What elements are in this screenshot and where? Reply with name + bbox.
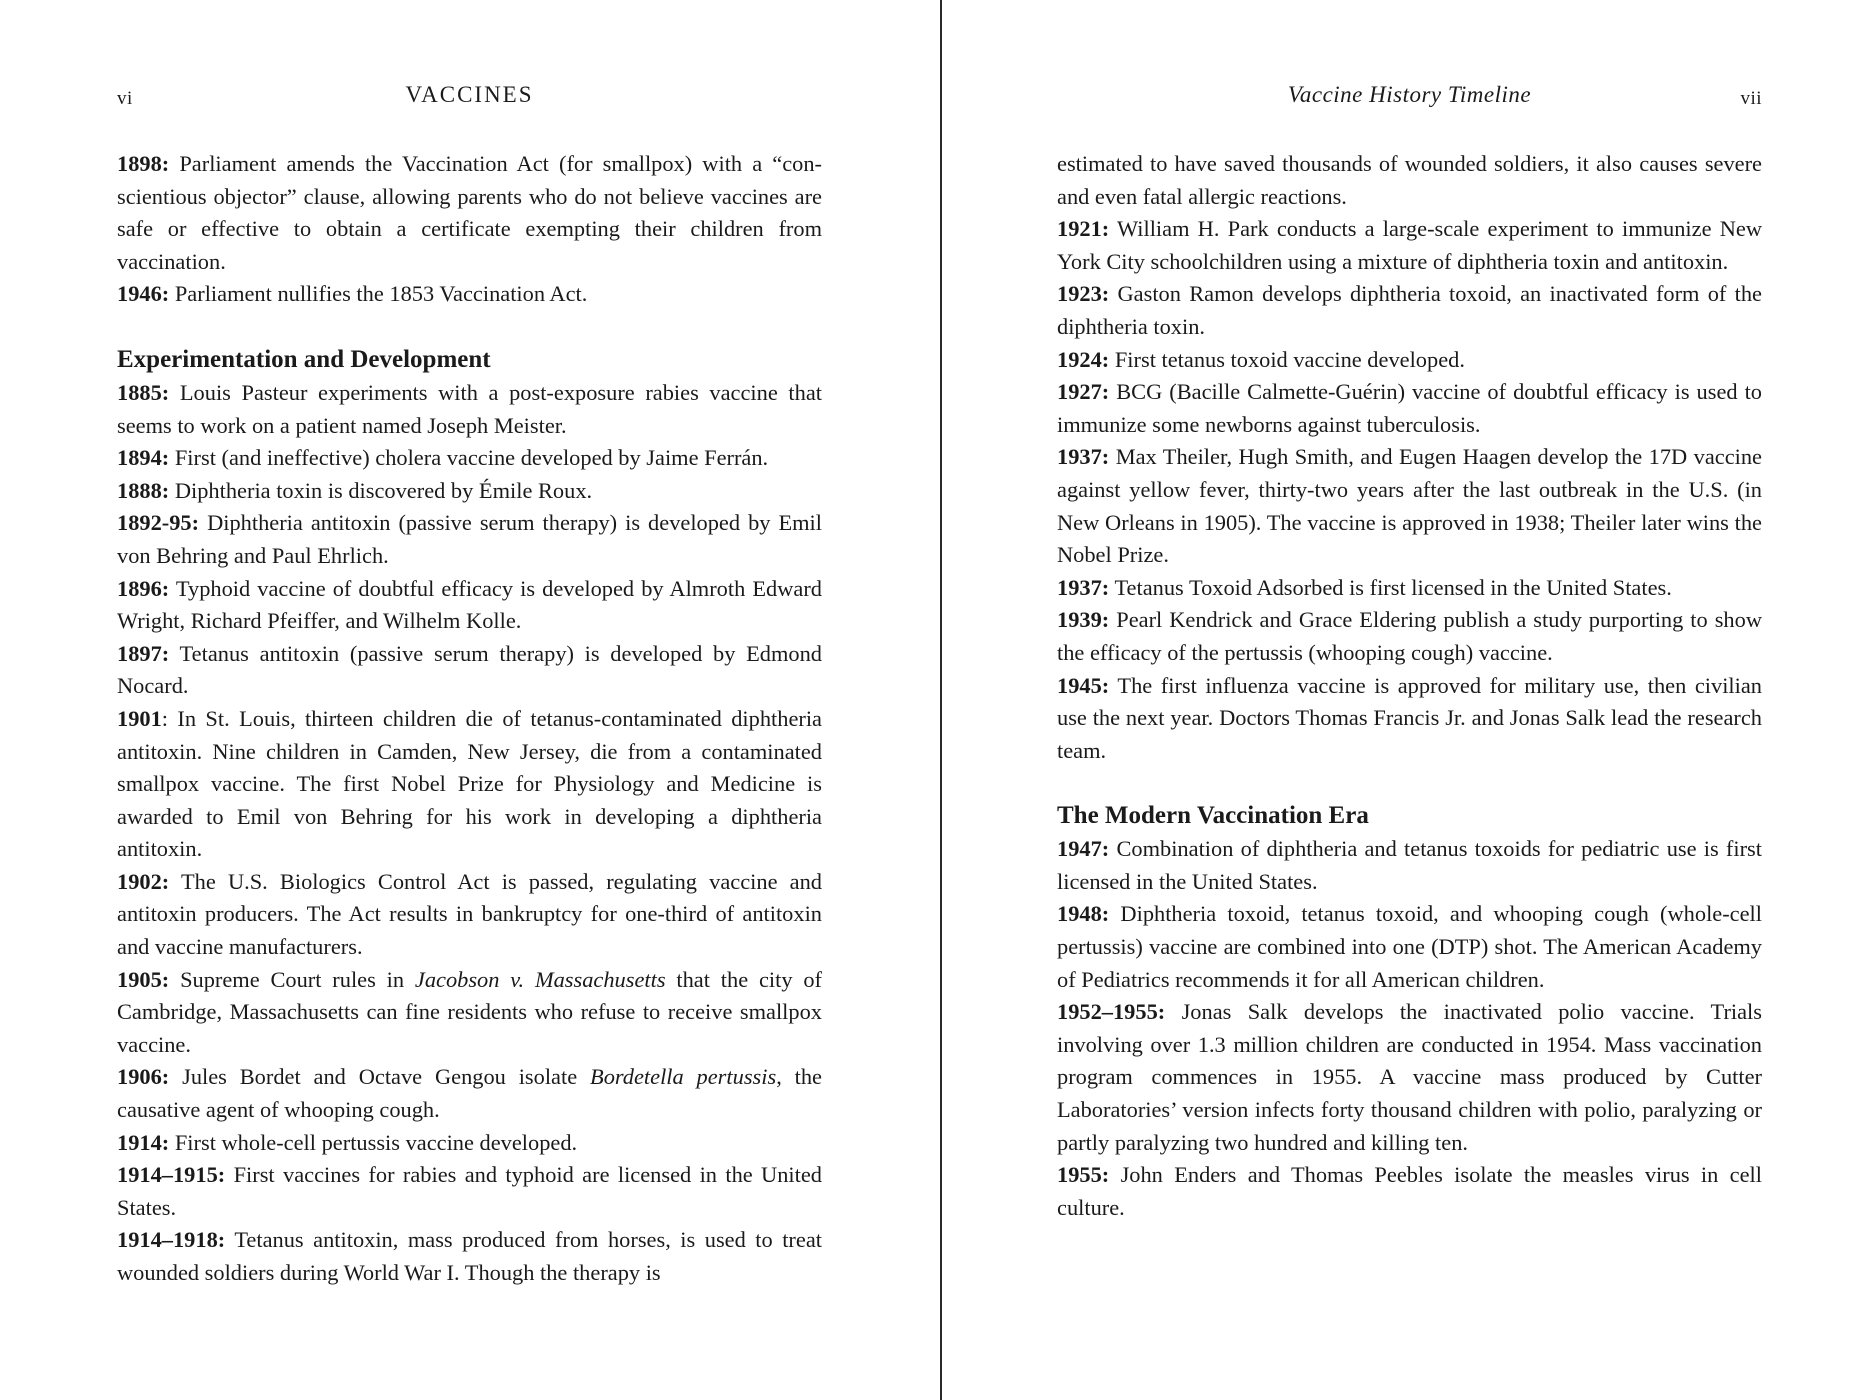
entry-year: 1892-95: [117, 510, 200, 536]
entry-year: 1939: [1057, 607, 1110, 633]
timeline-entry [1057, 1159, 1762, 1224]
entry-year: 1948: [1057, 901, 1110, 927]
timeline-entry [1057, 441, 1762, 571]
timeline-entry [1057, 604, 1762, 669]
entry-text: The U.S. Biologics Control Act is passed, regulating vaccine and antitoxin producers. The Act results in bankruptcy for one-third of antitoxin and vaccine manufacturers. [117, 868, 822, 960]
entry-year: 1945: [1057, 672, 1110, 698]
timeline-entry [1057, 278, 1762, 343]
entry-year: 1937: [1057, 444, 1110, 470]
timeline-entry [1057, 572, 1762, 605]
entry-year: 1923: [1057, 281, 1110, 307]
timeline-entry [117, 507, 822, 572]
entry-text: First vaccines for rabies and typhoid are licensed in the United States. [117, 1162, 822, 1220]
entry-year: 1898: [117, 151, 170, 176]
timeline-entry [117, 866, 822, 964]
entry-year: 1914: [117, 1129, 170, 1155]
entry-text: Max Theiler, Hugh Smith, and Eugen Haagen develop the 17D vaccine against yellow fever, thirty-two years after the last outbreak in the U.S. (in New Orleans in 1905). The vaccine is approved in 1938; Theiler later wins the Nobel Prize. [1057, 444, 1762, 568]
entry-year: 1914–1918: [117, 1227, 226, 1253]
entry-text: Parliament nullifies the 1853 Vaccination Act. [169, 281, 588, 307]
timeline-entry [117, 278, 822, 311]
page-number: vi [117, 88, 133, 109]
entry-text: The first influenza vaccine is approved for military use, then civilian use the next year. Doctors Thomas Francis Jr. and Jonas Salk lead the research team. [1057, 672, 1762, 763]
entry-text: Pearl Kendrick and Grace Eldering publish a study purporting to show the efficacy of the pertussis (whooping cough) vaccine. [1057, 607, 1762, 665]
entry-text: BCG (Bacille Calmette-Guérin) vaccine of doubtful efficacy is used to immunize some newborns against tuberculosis. [1057, 379, 1762, 437]
entry-text: Diphtheria antitoxin (passive serum therapy) is developed by Emil von Behring and Paul Ehrlich. [117, 510, 822, 568]
continued-text: estimated to have saved thousands of wounded soldiers, it also causes severe and even fatal allergic reactions. [1057, 151, 1762, 209]
entry-year: 1894: [117, 445, 170, 471]
entry-text: Jonas Salk develops the inactivated polio vaccine. Trials involving over 1.3 million children are conducted in 1954. Mass vaccination program commences in 1955. A vaccine mass produced by Cutter Laboratories’ version infects forty thousand children with polio, paralyzing or partly paralyzing two hundred and killing ten. [1057, 999, 1762, 1155]
entry-text: Diphtheria toxoid, tetanus toxoid, and whooping cough (whole-cell pertussis) vaccine are combined into one (DTP) shot. The American Academy of Pediatrics recommends it for all American children. [1057, 901, 1762, 992]
timeline-entry [117, 703, 822, 866]
timeline-entry [117, 1061, 822, 1126]
entry-text: that the city of Cambridge, Massachusetts can fine residents who refuse to receive smallpox vaccine. [117, 966, 822, 1057]
running-head [1057, 82, 1762, 122]
page-number: vii [1740, 88, 1762, 109]
case-name: Jacobson v. Massachusetts [414, 966, 666, 992]
entry-text: Supreme Court rules in [169, 966, 415, 992]
entry-text: Jules Bordet and Octave Gengou isolate [169, 1064, 591, 1090]
timeline-entry [1057, 344, 1762, 377]
entry-year: 1896: [117, 575, 170, 601]
section-heading: Experimentation and Development [117, 345, 491, 373]
timeline-entry [117, 573, 822, 638]
entry-text: First (and ineffective) cholera vaccine developed by Jaime Ferrán. [169, 445, 769, 471]
entry-text: Louis Pasteur experiments with a post-exposure rabies vaccine that seems to work on a patient named Joseph Meister. [117, 379, 822, 438]
entry-year: 1885: [117, 379, 170, 405]
entry-year: 1906: [117, 1064, 170, 1090]
timeline-entry [117, 442, 822, 475]
page-gutter-divider [940, 0, 942, 1400]
timeline-entry [117, 148, 822, 278]
running-head [117, 82, 822, 122]
entry-year: 1924: [1057, 346, 1110, 372]
entry-text: Tetanus antitoxin, mass produced from horses, is used to treat wounded soldiers during World War I. Though the therapy is [117, 1227, 822, 1285]
page-body [1057, 148, 1762, 1224]
left-page [117, 82, 822, 1290]
entry-text: Parliament amends the Vaccination Act (for smallpox) with a “conscientious objector” clause, allowing parents who do not believe vaccines are safe or effective to obtain a certificate exempting their children from vaccination. [117, 151, 822, 274]
timeline-entry [1057, 996, 1762, 1159]
entry-year: 1888: [117, 477, 170, 503]
timeline-entry [117, 1127, 822, 1160]
timeline-entry [117, 1159, 822, 1224]
entry-text: John Enders and Thomas Peebles isolate the measles virus in cell culture. [1057, 1162, 1762, 1220]
timeline-entry [1057, 833, 1762, 898]
entry-text: William H. Park conducts a large-scale experiment to immunize New York City schoolchildren using a mixture of diphtheria toxin and antitoxin. [1057, 216, 1762, 274]
entry-text: Combination of diphtheria and tetanus toxoids for pediatric use is first licensed in the United States. [1057, 836, 1762, 894]
entry-year: 1921: [1057, 216, 1110, 242]
entry-year: 1905: [117, 966, 170, 992]
timeline-entry [117, 964, 822, 1062]
entry-text: Diphtheria toxin is discovered by Émile Roux. [169, 477, 593, 503]
timeline-entry [117, 638, 822, 703]
timeline-entry [117, 377, 822, 442]
entry-text: First whole-cell pertussis vaccine developed. [169, 1129, 578, 1155]
entry-year: 1927: [1057, 379, 1110, 405]
page-body [117, 148, 822, 1290]
entry-text: Gaston Ramon develops diphtheria toxoid, an inactivated form of the diphtheria toxin. [1057, 281, 1762, 339]
entry-text: First tetanus toxoid vaccine developed. [1109, 346, 1465, 372]
entry-text: Tetanus antitoxin (passive serum therapy) is developed by Edmond Nocard. [117, 640, 822, 699]
entry-year: 1946: [117, 281, 170, 307]
entry-text: : In St. Louis, thirteen children die of tetanus-contaminated diphtheria antitoxin. Nine children in Camden, New Jersey, die from a contaminated smallpox vaccine. The first Nobel Prize for Physiology and Medicine is awarded to Emil von Behring for his work in developing a diphtheria antitoxin. [117, 705, 822, 862]
entry-year: 1897: [117, 640, 170, 666]
entry-year: 1955: [1057, 1162, 1110, 1188]
entry-text: , the causative agent of whooping cough. [117, 1064, 822, 1123]
species-name: Bordetella pertussis [590, 1064, 777, 1090]
timeline-entry [1057, 670, 1762, 768]
entry-year: 1952–1955: [1057, 999, 1166, 1025]
timeline-entry [1057, 898, 1762, 996]
entry-text: Typhoid vaccine of doubtful efficacy is developed by Almroth Edward Wright, Richard Pfeiffer, and Wilhelm Kolle. [117, 575, 822, 634]
running-head-title: Vaccine History Timeline [1287, 82, 1532, 107]
entry-year: 1937: [1057, 574, 1110, 600]
timeline-entry [1057, 213, 1762, 278]
section-heading: The Modern Vaccination Era [1057, 802, 1369, 830]
entry-year: 1914–1915: [117, 1162, 226, 1188]
timeline-entry [117, 475, 822, 508]
timeline-entry [117, 1224, 822, 1289]
running-head-title: VACCINES [405, 82, 534, 107]
entry-year: 1902: [117, 868, 170, 894]
entry-year: 1947: [1057, 836, 1110, 862]
right-page [1057, 82, 1762, 1224]
entry-text: Tetanus Toxoid Adsorbed is first licensed in the United States. [1109, 574, 1672, 600]
timeline-entry [1057, 376, 1762, 441]
entry-year: 1901 [117, 705, 162, 731]
